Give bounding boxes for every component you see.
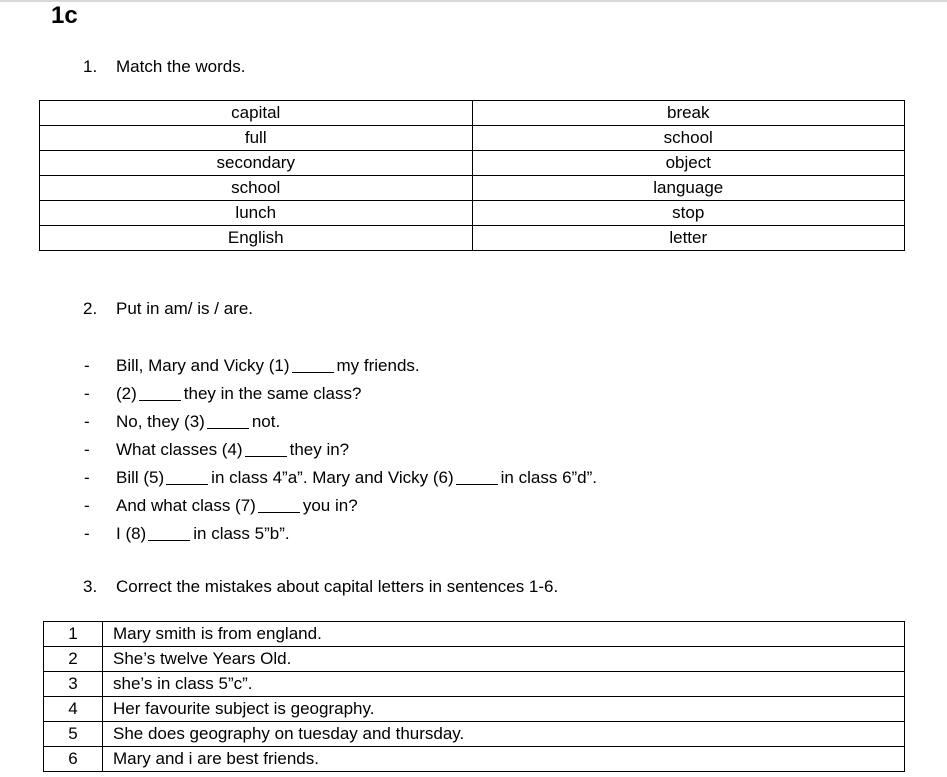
table-row bbox=[44, 722, 905, 747]
sentence-part: I (8) bbox=[116, 524, 147, 543]
sentence-part: What classes (4) bbox=[116, 440, 243, 459]
sentence-number: 4 bbox=[44, 697, 103, 722]
match-left-cell: lunch bbox=[40, 201, 473, 226]
sentence-part: in class 5”b”. bbox=[193, 524, 290, 543]
exercise-2-number: 2. bbox=[83, 299, 98, 318]
match-left-cell: school bbox=[40, 176, 473, 201]
match-right-cell: break bbox=[472, 101, 905, 126]
table-row bbox=[40, 126, 905, 151]
answer-blank[interactable] bbox=[207, 412, 249, 429]
list-item bbox=[84, 352, 597, 380]
table-row bbox=[40, 226, 905, 251]
gap-fill-list bbox=[84, 352, 597, 548]
list-bullet: - bbox=[84, 468, 90, 487]
sentence-part: they in the same class? bbox=[183, 384, 362, 403]
match-right-cell: school bbox=[472, 126, 905, 151]
exercise-2-heading bbox=[83, 298, 253, 320]
list-bullet: - bbox=[84, 412, 90, 431]
match-right-cell: letter bbox=[472, 226, 905, 251]
sentence-part: in class 6”d”. bbox=[500, 468, 598, 487]
match-left-cell: secondary bbox=[40, 151, 473, 176]
exercise-3-instruction: Correct the mistakes about capital letters in sentences 1-6. bbox=[116, 577, 559, 596]
list-bullet: - bbox=[84, 384, 90, 403]
match-right-cell: stop bbox=[472, 201, 905, 226]
answer-blank[interactable] bbox=[292, 356, 334, 373]
exercise-1-number: 1. bbox=[83, 57, 98, 76]
answer-blank[interactable] bbox=[166, 468, 208, 485]
answer-blank[interactable] bbox=[148, 524, 190, 541]
table-row bbox=[44, 697, 905, 722]
answer-blank[interactable] bbox=[456, 468, 498, 485]
sentence-text: she’s in class 5”c”. bbox=[103, 672, 905, 697]
match-left-cell: full bbox=[40, 126, 473, 151]
sentence-part: And what class (7) bbox=[116, 496, 256, 515]
unit-title: 1c bbox=[51, 2, 78, 29]
list-item bbox=[84, 492, 597, 520]
list-item bbox=[84, 380, 597, 408]
table-row bbox=[40, 201, 905, 226]
exercise-1-instruction: Match the words. bbox=[116, 57, 246, 76]
sentence-part: (2) bbox=[116, 384, 137, 403]
sentence-number: 1 bbox=[44, 622, 103, 647]
match-right-cell: object bbox=[472, 151, 905, 176]
list-bullet: - bbox=[84, 524, 90, 543]
table-row bbox=[40, 101, 905, 126]
table-row bbox=[40, 151, 905, 176]
sentence-text: She does geography on tuesday and thursday. bbox=[103, 722, 905, 747]
exercise-2-instruction: Put in am/ is / are. bbox=[116, 299, 253, 318]
table-row bbox=[40, 176, 905, 201]
sentence-part: Bill, Mary and Vicky (1) bbox=[116, 356, 290, 375]
sentence-text: Mary and i are best friends. bbox=[103, 747, 905, 772]
match-left-cell: capital bbox=[40, 101, 473, 126]
sentence-text: Her favourite subject is geography. bbox=[103, 697, 905, 722]
list-item bbox=[84, 436, 597, 464]
sentence-number: 5 bbox=[44, 722, 103, 747]
table-row bbox=[44, 672, 905, 697]
list-bullet: - bbox=[84, 496, 90, 515]
list-bullet: - bbox=[84, 356, 90, 375]
table-row bbox=[44, 622, 905, 647]
sentence-text: Mary smith is from england. bbox=[103, 622, 905, 647]
sentence-part: you in? bbox=[302, 496, 358, 515]
sentence-number: 2 bbox=[44, 647, 103, 672]
sentence-part: my friends. bbox=[336, 356, 420, 375]
exercise-3-heading bbox=[83, 576, 558, 598]
sentence-number: 6 bbox=[44, 747, 103, 772]
sentence-part: they in? bbox=[289, 440, 350, 459]
sentence-text: She’s twelve Years Old. bbox=[103, 647, 905, 672]
table-row bbox=[44, 647, 905, 672]
match-right-cell: language bbox=[472, 176, 905, 201]
answer-blank[interactable] bbox=[139, 384, 181, 401]
table-row bbox=[44, 747, 905, 772]
list-item bbox=[84, 520, 597, 548]
page-top-rule bbox=[0, 0, 947, 2]
answer-blank[interactable] bbox=[258, 496, 300, 513]
match-words-table bbox=[39, 100, 905, 251]
correct-mistakes-table bbox=[43, 621, 905, 772]
sentence-part: not. bbox=[251, 412, 281, 431]
answer-blank[interactable] bbox=[245, 440, 287, 457]
list-item bbox=[84, 464, 597, 492]
exercise-1-heading bbox=[83, 56, 245, 78]
sentence-part: in class 4”a”. Mary and Vicky (6) bbox=[211, 468, 454, 487]
list-item bbox=[84, 408, 597, 436]
sentence-part: No, they (3) bbox=[116, 412, 205, 431]
sentence-number: 3 bbox=[44, 672, 103, 697]
sentence-part: Bill (5) bbox=[116, 468, 165, 487]
match-left-cell: English bbox=[40, 226, 473, 251]
list-bullet: - bbox=[84, 440, 90, 459]
exercise-3-number: 3. bbox=[83, 577, 98, 596]
